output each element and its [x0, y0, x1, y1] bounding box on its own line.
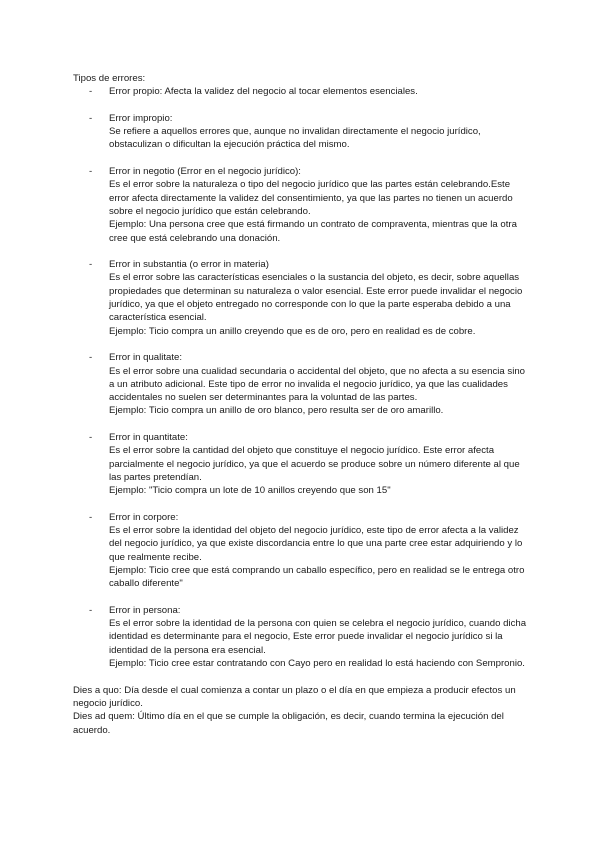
error-example: Ejemplo: Ticio compra un anillo creyendo que es de oro, pero en realidad es de cobre.	[109, 325, 476, 337]
error-title: Error propio: Afecta la validez del negocio al tocar elementos esenciales.	[109, 86, 418, 98]
error-title: Error in quantitate:	[109, 432, 188, 444]
error-title: Error in corpore:	[109, 511, 179, 523]
list-bullet: -	[89, 166, 93, 178]
error-item-in-corpore	[73, 511, 528, 591]
list-bullet: -	[89, 259, 93, 271]
error-example: Ejemplo: Ticio compra un anillo de oro blanco, pero resulta ser de oro amarillo.	[109, 405, 444, 417]
error-description: Se refiere a aquellos errores que, aunque no invalidan directamente el negocio jurídico, obstaculizan o dificultan la ejecución práctica del mismo.	[109, 126, 481, 151]
list-bullet: -	[89, 432, 93, 444]
error-description: Es el error sobre la identidad de la persona con quien se celebra el negocio jurídico, cuando dicha identidad es determinante para el negocio, Este error puede invalidar el negocio jurídico si la identidad de la persona era esencial.	[109, 618, 527, 656]
list-bullet: -	[89, 112, 93, 124]
error-example: Ejemplo: Ticio cree que está comprando un caballo específico, pero en realidad se le entrega otro caballo diferente"	[109, 564, 525, 590]
error-title: Error impropio:	[109, 112, 173, 124]
error-item-in-negotio	[73, 165, 528, 245]
definitions-block	[73, 684, 528, 737]
list-bullet: -	[89, 86, 93, 98]
error-example: Ejemplo: "Ticio compra un lote de 10 anillos creyendo que son 15"	[109, 485, 391, 497]
error-types-list	[73, 85, 528, 670]
list-bullet: -	[89, 511, 93, 523]
error-example: Ejemplo: Una persona cree que está firmando un contrato de compraventa, mientras que la otra cree que está celebrando una donación.	[109, 219, 517, 244]
error-example: Ejemplo: Ticio cree estar contratando con Cayo pero en realidad lo está haciendo con Sempronio.	[109, 658, 525, 670]
error-item-in-persona	[73, 604, 528, 670]
error-item-in-quantitate	[73, 431, 528, 497]
error-title: Error in substantia (o error in materia)	[109, 259, 269, 271]
dies-ad-quem-definition: Dies ad quem: Último día en el que se cumple la obligación, es decir, cuando termina la ejecución del acuerdo.	[73, 711, 504, 736]
error-title: Error in qualitate:	[109, 352, 183, 364]
error-item-propio	[73, 85, 528, 98]
error-description: Es el error sobre una cualidad secundaria o accidental del objeto, que no afecta a su esencia sino a un atributo adicional. Este tipo de error no invalida el negocio jurídico, ya que las cualidades accidentales no suelen ser determinantes para la voluntad de las partes.	[109, 365, 525, 404]
error-description: Es el error sobre la identidad del objeto del negocio jurídico, este tipo de error afecta a la validez del negocio jurídico, ya que existe discordancia entre lo que una parte cree estar adquiriendo y lo que realmente recibe.	[109, 525, 523, 563]
error-item-in-substantia	[73, 258, 528, 338]
error-item-in-qualitate	[73, 351, 528, 417]
error-description: Es el error sobre la cantidad del objeto que constituye el negocio jurídico. Este error afecta parcialmente el negocio jurídico, ya que el acuerdo se produce sobre un número diferente al que las partes pretendían.	[109, 445, 520, 483]
section-heading: Tipos de errores:	[73, 73, 146, 84]
error-title: Error in negotio (Error en el negocio jurídico):	[109, 166, 301, 178]
dies-a-quo-definition: Dies a quo: Día desde el cual comienza a contar un plazo o el día en que empieza a producir efectos un negocio jurídico.	[73, 684, 516, 709]
document-page	[73, 72, 528, 737]
error-description: Es el error sobre las características esenciales o la sustancia del objeto, es decir, sobre aquellas propiedades que determinan su naturaleza o valor esencial. Este error puede invalidar el negocio jurídico, ya que el objeto entregado no corresponde con lo que la parte esperaba debido a una característica esencial.	[109, 272, 523, 324]
error-item-impropio	[73, 112, 528, 152]
error-description: Es el error sobre la naturaleza o tipo del negocio jurídico que las partes están celebrando.Este error afecta directamente la validez del consentimiento, ya que las partes no tienen un acuerdo sobre el negocio jurídico que están celebrando.	[109, 179, 513, 217]
list-bullet: -	[89, 604, 93, 616]
list-bullet: -	[89, 352, 93, 364]
error-title: Error in persona:	[109, 604, 181, 616]
